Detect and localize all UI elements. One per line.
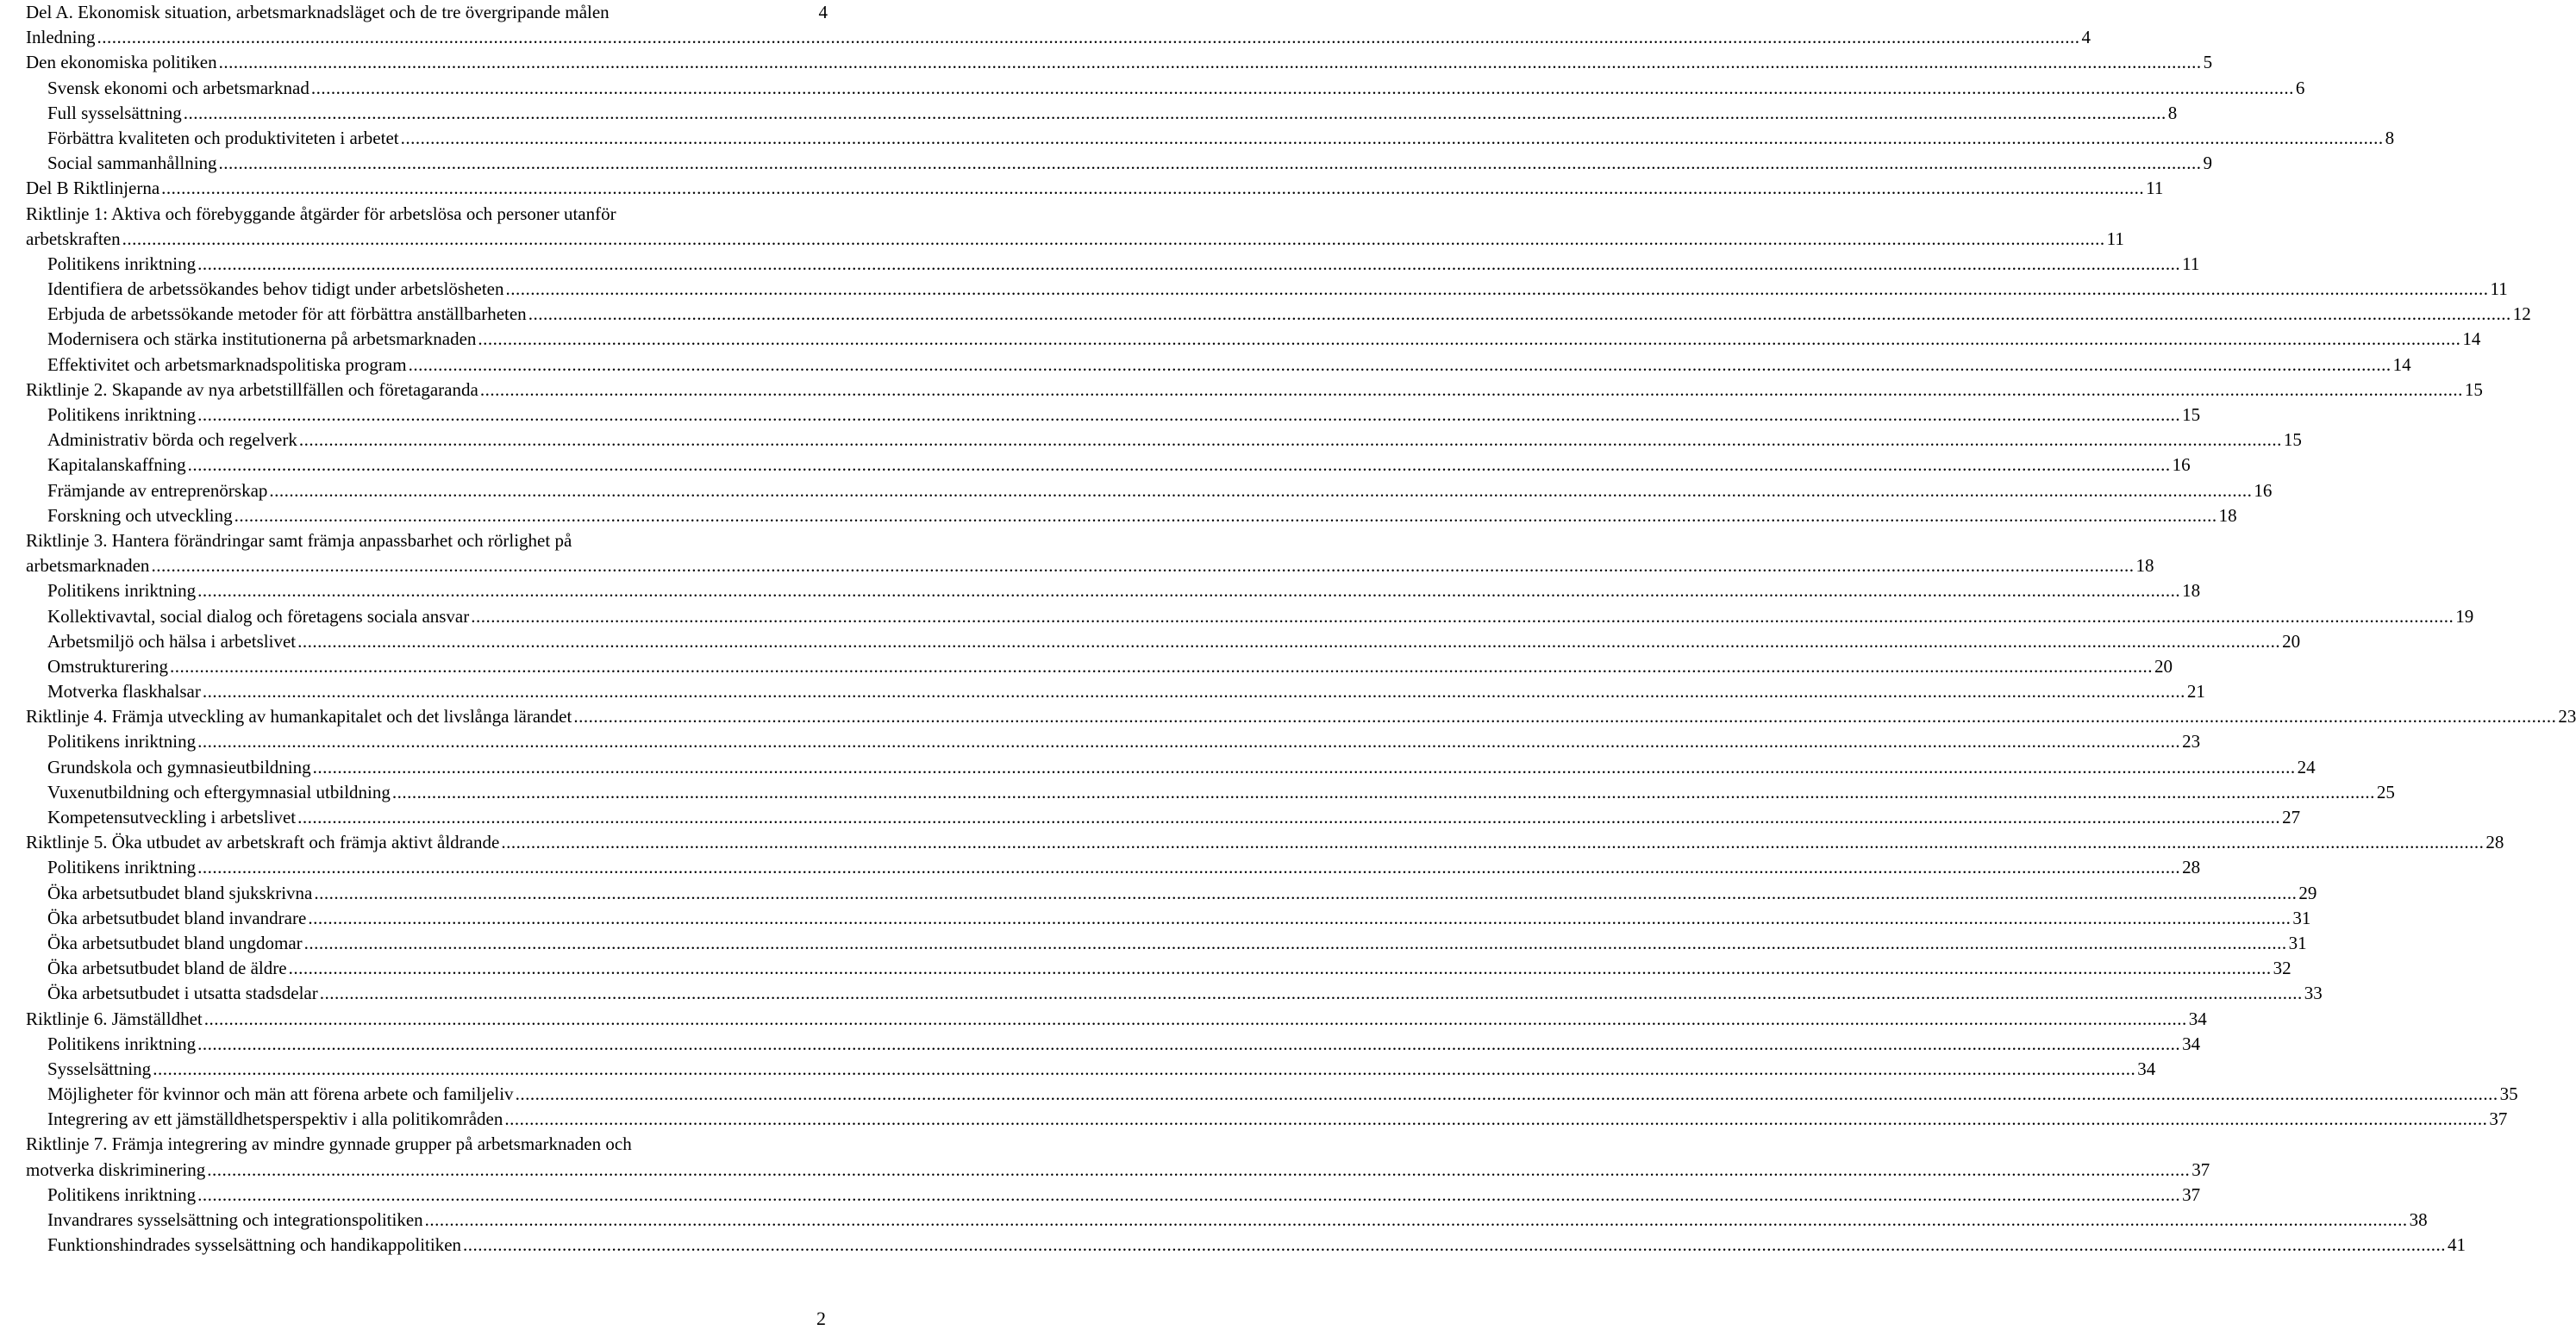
toc-leader-dots: ................................................................................................................................................................................................................................................................................................................................................................................................................ [408,353,2392,375]
toc-entry-page: 4 [2081,27,2091,48]
toc-entry-title: Politikens inriktning [47,1183,197,1205]
toc-entry[interactable] [26,604,2474,629]
toc-entry-page: 11 [2490,278,2508,300]
toc-entry-page: 14 [2462,328,2481,350]
toc-entry-page: 29 [2298,882,2317,903]
toc-leader-dots: ................................................................................................................................................................................................................................................................................................................................................................................................................ [197,253,2181,274]
toc-leader-dots: ................................................................................................................................................................................................................................................................................................................................................................................................................ [197,731,2181,752]
toc-entry-page: 21 [2186,681,2205,702]
toc-leader-dots: ................................................................................................................................................................................................................................................................................................................................................................................................................ [297,630,2281,652]
toc-entry-page: 15 [2283,429,2302,451]
toc-entry[interactable] [26,176,2164,201]
toc-entry-title: Sysselsättning [47,1058,152,1079]
toc-entry-page: 37 [2182,1183,2201,1205]
toc-entry-page: 28 [2485,832,2504,853]
toc-entry-title: Riktlinje 1: Aktiva och förebyggande åtgärder för arbetslösa och personer utanför [26,203,616,224]
toc-entry-page: 19 [2455,605,2474,627]
toc-entry-title: Del B Riktlinjerna [26,178,160,199]
toc-entry[interactable] [26,76,2305,101]
toc-leader-dots: ................................................................................................................................................................................................................................................................................................................................................................................................................ [183,102,2166,123]
toc-entry-page: 35 [2499,1083,2518,1105]
toc-leader-dots: ................................................................................................................................................................................................................................................................................................................................................................................................................ [310,77,2294,98]
toc-entry-page: 8 [2385,127,2395,148]
toc-entry-page: 5 [2203,52,2213,73]
toc-entry-page: 34 [2182,1033,2201,1054]
toc-entry[interactable] [26,126,2395,151]
toc-entry-title: Invandrares sysselsättning och integrationspolitiken [47,1209,423,1231]
toc-entry[interactable] [26,755,2316,780]
toc-entry[interactable] [26,528,2154,578]
toc-entry-page: 18 [2182,580,2201,602]
toc-leader-dots: ................................................................................................................................................................................................................................................................................................................................................................................................................ [269,479,2253,501]
toc-leader-dots: ................................................................................................................................................................................................................................................................................................................................................................................................................ [234,504,2217,526]
toc-entry-page: 12 [2512,303,2531,325]
toc-entry[interactable] [26,503,2237,528]
toc-entry-title: Kompetensutveckling i arbetslivet [47,807,297,828]
toc-entry-page: 18 [2218,504,2237,526]
toc-entry[interactable] [26,403,2201,428]
toc-leader-dots: ................................................................................................................................................................................................................................................................................................................................................................................................................ [97,27,2080,48]
table-of-contents [26,0,2576,1258]
toc-entry-title: Riktlinje 5. Öka utbudet av arbetskraft och främja aktivt åldrande [26,832,500,853]
toc-entry-title: Vuxenutbildning och eftergymnasial utbildning [47,781,391,802]
toc-entry-title: Öka arbetsutbudet bland ungdomar [47,932,303,953]
toc-entry-page: 23 [2182,731,2201,752]
toc-entry-title: Riktlinje 4. Främja utveckling av humankapitalet och det livslånga lärandet [26,706,572,727]
toc-entry-title: Politikens inriktning [47,857,197,878]
toc-entry-page: 8 [2167,102,2178,123]
toc-entry-page: 14 [2392,353,2411,375]
toc-entry-title: Integrering av ett jämställdhetsperspektiv i alla politikområden [47,1108,503,1130]
toc-entry-page: 11 [2182,253,2200,274]
toc-leader-dots: ................................................................................................................................................................................................................................................................................................................................................................................................................ [505,278,2489,300]
toc-entry-title: Möjligheter för kvinnor och män att förena arbete och familjeliv [47,1083,514,1105]
toc-entry-title: Social sammanhållning [47,153,217,174]
toc-entry-page: 24 [2297,756,2316,777]
toc-leader-dots: ................................................................................................................................................................................................................................................................................................................................................................................................................ [169,655,2153,677]
toc-entry-title: Svensk ekonomi och arbetsmarknad [47,77,309,98]
toc-leader-dots: ................................................................................................................................................................................................................................................................................................................................................................................................................ [471,605,2454,627]
toc-entry-title: Inledning [26,27,96,48]
toc-entry-page: 11 [2146,178,2164,199]
toc-entry-page: 18 [2135,555,2154,577]
toc-entry[interactable] [26,252,2200,277]
toc-entry-title: Modernisera och stärka institutionerna på arbetsmarknaden [47,328,477,350]
toc-entry-title: Grundskola och gymnasieutbildning [47,756,311,777]
toc-leader-dots: ................................................................................................................................................................................................................................................................................................................................................................................................................ [197,404,2181,426]
toc-entry-title: Erbjuda de arbetssökande metoder för att förbättra anställbarheten [47,303,527,325]
toc-entry[interactable] [26,1082,2518,1107]
toc-entry[interactable] [26,780,2395,805]
toc-leader-dots: ................................................................................................................................................................................................................................................................................................................................................................................................................ [528,303,2511,325]
toc-leader-dots: ................................................................................................................................................................................................................................................................................................................................................................................................................ [153,1058,2136,1079]
toc-entry[interactable] [26,629,2301,654]
toc-entry-page: 33 [2304,983,2323,1004]
toc-entry-title: Del A. Ekonomisk situation, arbetsmarknadsläget och de tre övergripande målen [26,2,610,22]
toc-entry[interactable] [26,50,2213,75]
toc-entry[interactable] [26,578,2201,603]
toc-entry[interactable] [26,1057,2156,1082]
toc-leader-dots: ................................................................................................................................................................................................................................................................................................................................................................................................................ [187,454,2171,476]
toc-entry-title: Administrativ börda och regelverk [47,429,297,451]
toc-entry-title: Politikens inriktning [47,731,197,752]
toc-entry-title-continued: arbetskraften [26,228,121,249]
toc-entry[interactable] [26,478,2273,503]
toc-leader-dots: ................................................................................................................................................................................................................................................................................................................................................................................................................ [197,1033,2181,1054]
toc-entry[interactable] [26,931,2307,956]
toc-entry-title: Politikens inriktning [47,404,197,426]
toc-entry-page: 15 [2464,378,2483,400]
toc-entry[interactable] [26,654,2173,679]
toc-entry[interactable] [26,1233,2467,1258]
page-number: 2 [816,1308,826,1329]
toc-entry-page: 16 [2172,454,2191,476]
toc-leader-dots: ................................................................................................................................................................................................................................................................................................................................................................................................................ [218,52,2202,73]
toc-leader-dots: ................................................................................................................................................................................................................................................................................................................................................................................................................ [319,983,2303,1004]
toc-leader-dots: ................................................................................................................................................................................................................................................................................................................................................................................................................ [501,832,2485,853]
toc-entry[interactable] [26,1032,2201,1057]
toc-entry[interactable] [26,277,2508,302]
toc-entry-page: 15 [2182,404,2201,426]
toc-entry-title: Identifiera de arbetssökandes behov tidigt under arbetslösheten [47,278,504,300]
toc-entry-page: 34 [2137,1058,2156,1079]
toc-entry[interactable] [26,1007,2207,1032]
toc-entry-page: 20 [2282,630,2301,652]
toc-entry-title: Öka arbetsutbudet bland invandrare [47,907,307,928]
toc-entry-page: 4 [818,2,828,22]
toc-entry[interactable] [26,302,2531,327]
toc-entry[interactable] [26,881,2317,906]
toc-entry-title: Förbättra kvaliteten och produktiviteten i arbetet [47,127,399,148]
toc-entry[interactable] [26,855,2201,880]
toc-entry[interactable] [26,1132,2210,1182]
toc-entry-page: 31 [2292,907,2311,928]
toc-leader-dots: ................................................................................................................................................................................................................................................................................................................................................................................................................ [297,807,2281,828]
toc-entry-page: 37 [2191,1158,2210,1180]
toc-leader-dots: ................................................................................................................................................................................................................................................................................................................................................................................................................ [298,429,2282,451]
toc-leader-dots: ................................................................................................................................................................................................................................................................................................................................................................................................................ [504,1108,2488,1130]
toc-leader-dots: ................................................................................................................................................................................................................................................................................................................................................................................................................ [312,756,2296,777]
toc-entry-title: Arbetsmiljö och hälsa i arbetslivet [47,630,297,652]
toc-leader-dots: ................................................................................................................................................................................................................................................................................................................................................................................................................ [151,555,2135,577]
toc-entry-page: 16 [2254,479,2273,501]
toc-entry-page: 31 [2288,932,2307,953]
toc-leader-dots: ................................................................................................................................................................................................................................................................................................................................................................................................................ [308,907,2292,928]
toc-entry-title: Öka arbetsutbudet i utsatta stadsdelar [47,983,318,1004]
toc-entry-title: Politikens inriktning [47,1033,197,1054]
toc-leader-dots: ................................................................................................................................................................................................................................................................................................................................................................................................................ [479,378,2463,400]
toc-leader-dots: ................................................................................................................................................................................................................................................................................................................................................................................................................ [288,958,2272,979]
toc-entry[interactable] [26,1208,2428,1233]
toc-leader-dots: ................................................................................................................................................................................................................................................................................................................................................................................................................ [218,153,2202,174]
toc-leader-dots: ................................................................................................................................................................................................................................................................................................................................................................................................................ [391,781,2375,802]
toc-leader-dots: ................................................................................................................................................................................................................................................................................................................................................................................................................ [424,1209,2408,1231]
toc-entry[interactable] [26,956,2292,981]
toc-entry[interactable] [26,981,2323,1006]
toc-entry-title: Riktlinje 3. Hantera förändringar samt främja anpassbarhet och rörlighet på [26,529,572,551]
toc-entry-page: 38 [2409,1209,2428,1231]
toc-entry-title: Omstrukturering [47,655,168,677]
toc-entry-page: 41 [2448,1234,2467,1256]
toc-leader-dots: ................................................................................................................................................................................................................................................................................................................................................................................................................ [573,706,2557,727]
toc-entry[interactable] [26,25,2091,50]
toc-leader-dots: ................................................................................................................................................................................................................................................................................................................................................................................................................ [202,681,2185,702]
toc-entry[interactable] [26,679,2205,704]
toc-entry-title: Politikens inriktning [47,580,197,602]
toc-entry-page: 34 [2188,1008,2207,1029]
toc-entry-title: Den ekonomiska politiken [26,52,217,73]
toc-entry[interactable] [26,428,2302,453]
toc-entry[interactable] [26,805,2301,830]
toc-leader-dots: ................................................................................................................................................................................................................................................................................................................................................................................................................ [400,127,2384,148]
toc-entry-page: 27 [2282,807,2301,828]
toc-entry[interactable] [26,453,2191,478]
toc-entry-page: 37 [2489,1108,2508,1130]
toc-entry-title: Riktlinje 6. Jämställdhet [26,1008,203,1029]
toc-entry[interactable] [26,1183,2201,1208]
toc-entry[interactable] [26,378,2483,403]
toc-entry-title: Kollektivavtal, social dialog och företagens sociala ansvar [47,605,470,627]
toc-leader-dots: ................................................................................................................................................................................................................................................................................................................................................................................................................ [122,228,2105,249]
toc-leader-dots: ................................................................................................................................................................................................................................................................................................................................................................................................................ [303,932,2287,953]
toc-entry-title: Full sysselsättning [47,102,182,123]
toc-entry-page: 11 [2106,228,2124,249]
toc-entry[interactable] [26,906,2311,931]
toc-entry[interactable] [26,353,2411,378]
toc-entry-title: Forskning och utveckling [47,504,233,526]
toc-leader-dots: ................................................................................................................................................................................................................................................................................................................................................................................................................ [161,178,2145,199]
toc-entry-page: 20 [2154,655,2173,677]
toc-entry-page: 32 [2273,958,2292,979]
toc-entry-page: 6 [2295,77,2305,98]
toc-entry[interactable] [26,101,2178,126]
toc-entry-title-continued: arbetsmarknaden [26,555,150,577]
toc-entry[interactable] [26,0,828,25]
toc-leader-dots: ................................................................................................................................................................................................................................................................................................................................................................................................................ [515,1083,2498,1105]
toc-entry-page: 28 [2182,857,2201,878]
toc-leader-dots: ................................................................................................................................................................................................................................................................................................................................................................................................................ [207,1158,2191,1180]
toc-leader-dots: ................................................................................................................................................................................................................................................................................................................................................................................................................ [314,882,2298,903]
toc-leader-dots: ................................................................................................................................................................................................................................................................................................................................................................................................................ [197,1183,2181,1205]
toc-entry-title-continued: motverka diskriminering [26,1158,206,1180]
toc-leader-dots: ................................................................................................................................................................................................................................................................................................................................................................................................................ [197,580,2181,602]
toc-entry[interactable] [26,1107,2508,1132]
toc-entry-title: Öka arbetsutbudet bland de äldre [47,958,287,979]
toc-leader-dots: ................................................................................................................................................................................................................................................................................................................................................................................................................ [463,1234,2447,1256]
toc-entry[interactable] [26,151,2213,176]
toc-entry-title: Kapitalanskaffning [47,454,186,476]
toc-leader-dots: ................................................................................................................................................................................................................................................................................................................................................................................................................ [203,1008,2187,1029]
toc-entry-title: Öka arbetsutbudet bland sjukskrivna [47,882,313,903]
toc-entry-page: 23 [2558,706,2576,727]
toc-entry-title: Främjande av entreprenörskap [47,479,268,501]
toc-entry-title: Riktlinje 7. Främja integrering av mindre gynnade grupper på arbetsmarknaden och [26,1133,632,1155]
toc-entry-title: Motverka flaskhalsar [47,681,201,702]
toc-leader-dots: ................................................................................................................................................................................................................................................................................................................................................................................................................ [197,857,2181,878]
toc-entry[interactable] [26,830,2504,855]
toc-leader-dots: ................................................................................................................................................................................................................................................................................................................................................................................................................ [478,328,2461,350]
toc-entry-title: Funktionshindrades sysselsättning och handikappolitiken [47,1234,462,1256]
toc-entry-page: 25 [2376,781,2395,802]
toc-entry[interactable] [26,704,2576,729]
toc-entry[interactable] [26,202,2124,252]
toc-entry-title: Effektivitet och arbetsmarknadspolitiska program [47,353,407,375]
toc-entry[interactable] [26,729,2201,754]
toc-entry-title: Riktlinje 2. Skapande av nya arbetstillfällen och företagaranda [26,378,478,400]
toc-entry-title: Politikens inriktning [47,253,197,274]
toc-entry-page: 9 [2203,153,2213,174]
toc-entry[interactable] [26,327,2481,352]
